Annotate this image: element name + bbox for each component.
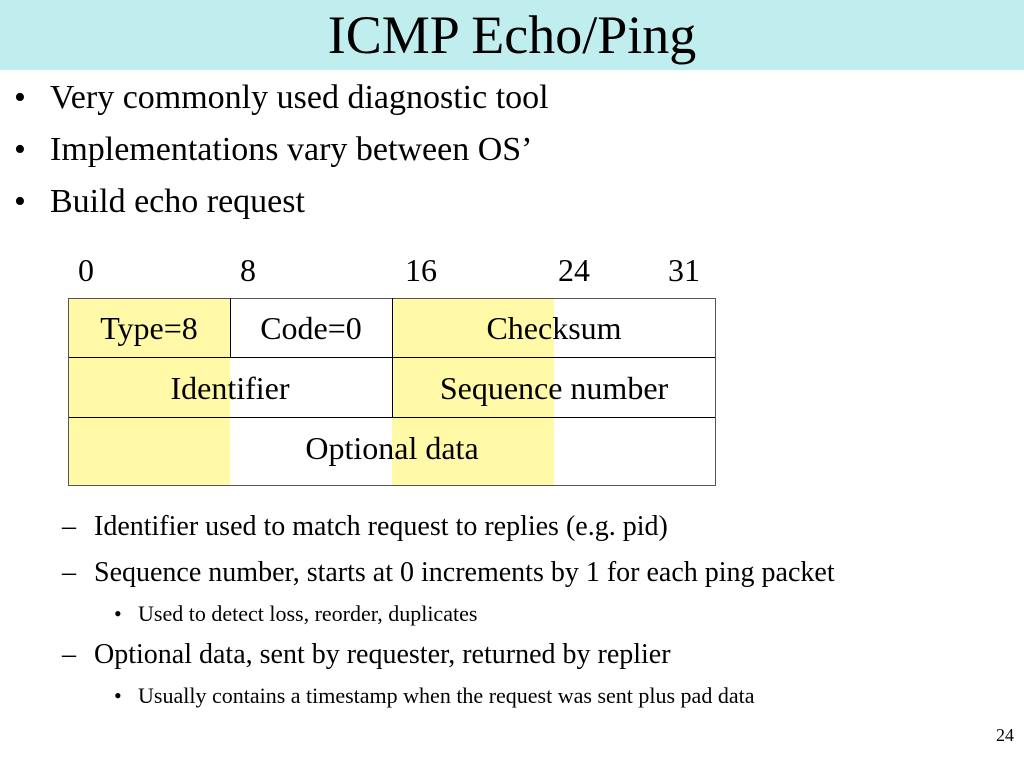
dash-marker: – (62, 557, 76, 588)
bullet-item (14, 72, 549, 124)
sub-bullet-marker: • (114, 683, 122, 708)
page-number: 24 (996, 725, 1014, 745)
note-item (62, 504, 1024, 550)
bit-label-31: 31 (668, 252, 700, 288)
bullet-marker: • (14, 79, 26, 116)
bit-label-0: 0 (78, 252, 94, 288)
bullet-marker: • (14, 183, 26, 220)
field-optional-data: Optional data (305, 430, 479, 466)
bullet-text: Build echo request (50, 183, 305, 220)
column-divider (392, 298, 393, 418)
field-checksum: Checksum (486, 310, 622, 346)
slide-title: ICMP Echo/Ping (327, 5, 697, 65)
note-item (62, 550, 1024, 596)
note-text: Identifier used to match request to replies (e.g. pid) (94, 511, 668, 542)
border-left (68, 298, 69, 486)
bullet-list (14, 72, 549, 228)
field-type: Type=8 (100, 310, 198, 346)
border-right (715, 298, 716, 486)
bullet-text: Implementations vary between OS’ (50, 131, 533, 168)
sub-bullet-marker: • (114, 601, 122, 626)
note-text: Sequence number, starts at 0 increments by 1 for each ping packet (94, 557, 835, 588)
column-divider (230, 298, 231, 358)
sub-note-item (114, 596, 1024, 632)
note-item (62, 632, 1024, 678)
sub-note-text: Used to detect loss, reorder, duplicates (138, 601, 478, 626)
bullet-item (14, 176, 549, 228)
note-text: Optional data, sent by requester, returned by replier (94, 639, 671, 670)
icmp-header-diagram (68, 298, 716, 486)
bullet-text: Very commonly used diagnostic tool (50, 79, 549, 116)
border-bottom (68, 485, 716, 486)
bullet-item (14, 124, 549, 176)
bit-label-16: 16 (405, 252, 437, 288)
dash-marker: – (62, 639, 76, 670)
bit-label-8: 8 (240, 252, 256, 288)
bullet-marker: • (14, 131, 26, 168)
sub-note-text: Usually contains a timestamp when the request was sent plus pad data (138, 683, 755, 708)
field-sequence-number: Sequence number (439, 370, 669, 406)
dash-marker: – (62, 511, 76, 542)
sub-note-item (114, 678, 1024, 714)
bit-label-24: 24 (558, 252, 590, 288)
notes-list (62, 504, 1024, 714)
field-code: Code=0 (260, 310, 362, 346)
field-identifier: Identifier (170, 370, 290, 406)
